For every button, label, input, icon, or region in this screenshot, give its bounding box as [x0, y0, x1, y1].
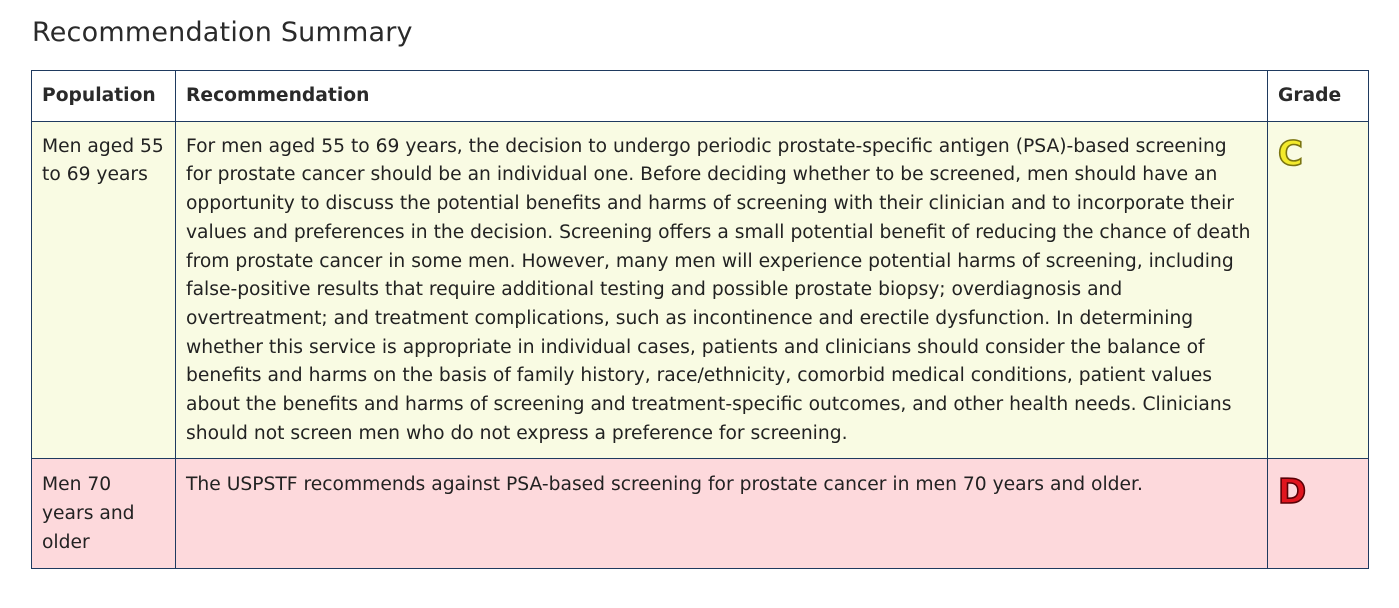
population-header: Population: [32, 71, 176, 122]
recommendation-table: [31, 70, 1369, 569]
grade-definitions-link[interactable]: Grade: [1278, 85, 1342, 106]
recommendation-cell: For men aged 55 to 69 years, the decision to undergo periodic prostate-specific antigen (PSA)-based screening for prostate cancer should be an individual one. Before deciding whether to be screened, men should have an opportunity to discuss the potential benefits and harms of screening with their clinician and to incorporate their values and preferences in the decision. Screening offers a small potential benefit of reducing the chance of death from prostate cancer in some men. However, many men will experience potential harms of screening, including false-positive results that require additional testing and possible prostate biopsy; overdiagnosis and overtreatment; and treatment complications, such as incontinence and erectile dysfunction. In determining whether this service is appropriate in individual cases, patients and clinicians should consider the balance of benefits and harms on the basis of family history, race/ethnicity, comorbid medical conditions, patient values about the benefits and harms of screening and treatment-specific outcomes, and other health needs. Clinicians should not screen men who do not express a preference for screening.: [176, 121, 1268, 459]
grade-c-badge: C: [1278, 133, 1303, 174]
recommendation-header: Recommendation: [176, 71, 1268, 122]
population-cell: Men aged 55 to 69 years: [32, 121, 176, 459]
grade-cell: [1268, 459, 1369, 568]
grade-cell: [1268, 121, 1369, 459]
table-row: [32, 121, 1369, 459]
table-header-row: [32, 71, 1369, 122]
page-title: Recommendation Summary: [32, 17, 413, 48]
grade-header: [1268, 71, 1369, 122]
recommendation-cell: The USPSTF recommends against PSA-based screening for prostate cancer in men 70 years and older.: [176, 459, 1268, 568]
grade-d-badge: D: [1278, 472, 1307, 513]
population-cell: Men 70 years and older: [32, 459, 176, 568]
table-row: [32, 459, 1369, 568]
